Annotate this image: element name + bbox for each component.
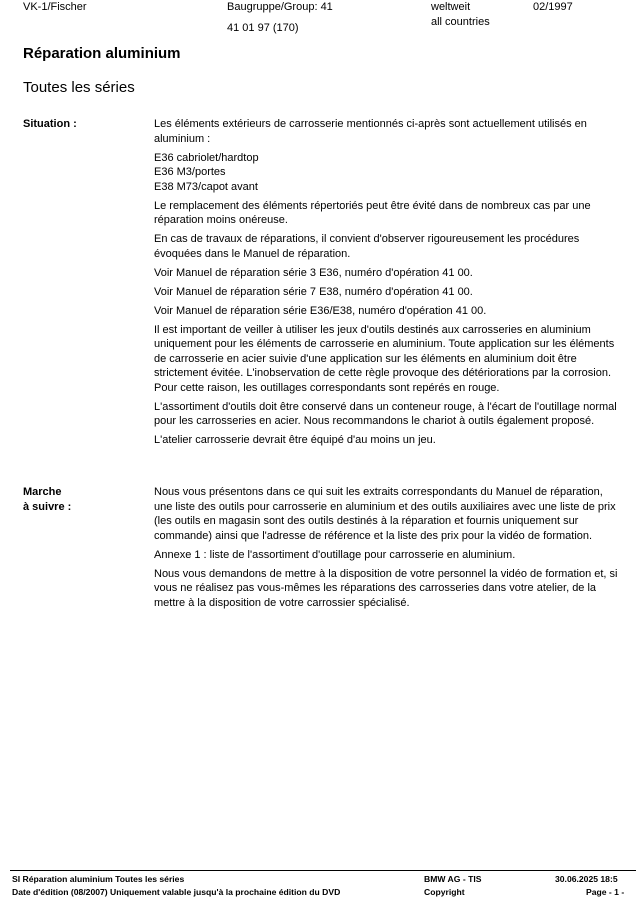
model-list [154,151,618,195]
header-group-code: 41 01 97 (170) [227,22,299,34]
procedure-body [154,485,618,615]
footer-page-number: Page - 1 - [586,887,625,897]
manual-reference-e36-e38: Voir Manuel de réparation série E36/E38, numéro d'opération 41 00. [154,304,487,317]
page-title: Réparation aluminium [23,45,181,62]
header-date: 02/1997 [533,1,573,13]
footer-publisher: BMW AG - TIS [424,874,482,884]
footer-doc-title: SI Réparation aluminium Toutes les séries [12,874,185,884]
header-scope-1: weltweit [431,1,471,13]
situation-paragraph-9: L'atelier carrosserie devrait être équipé d'au moins un jeu. [154,434,436,446]
situation-paragraph-2: Le remplacement des éléments répertoriés peut être évité dans de nombreux cas par une réparation moins onéreuse. [154,199,591,226]
footer-edition: Date d'édition (08/2007) Uniquement valable jusqu'à la prochaine édition du DVD [12,887,341,897]
procedure-label-line-2: à suivre : [23,500,72,513]
footer-timestamp: 30.06.2025 18:5 [555,874,618,884]
procedure-paragraph-1: Nous vous présentons dans ce qui suit les extraits correspondants du Manuel de réparation, une liste des outils pour carrosserie en aluminium et des outils auxiliaires avec une liste de prix (les outils en magasin sont des outils destinés à la réparation et fournis uniquement sur commande) ainsi que l'adresse de référence et la liste des prix pour la vidéo de formation. [154,486,616,542]
manual-reference-e36: Voir Manuel de réparation série 3 E36, numéro d'opération 41 00. [154,266,473,279]
page-subtitle: Toutes les séries [23,79,135,96]
situation-paragraph-7: Il est important de veiller à utiliser les jeux d'outils destinés aux carrosseries en aluminium uniquement pour les éléments de carrosserie en aluminium. Toute application sur les éléments de carrosserie en acier suivie d'une application sur les éléments en aluminium doit être strictement évitée. L'inobservation de cette règle provoque des détériorations par la corrosion. Pour cette raison, les outillages correspondants sont repérés en rouge. [154,323,615,394]
header-scope-2: all countries [431,16,490,28]
procedure-label [23,485,71,514]
header-group: Baugruppe/Group: 41 [227,1,333,13]
procedure-label-line-1: Marche [23,486,62,498]
situation-paragraph-8: L'assortiment d'outils doit être conservé dans un conteneur rouge, à l'écart de l'outillage normal pour les carrosseries en acier. Nous recommandons le chariot à outils également proposé. [154,400,617,427]
situation-label: Situation : [23,118,77,130]
procedure-paragraph-2: Annexe 1 : liste de l'assortiment d'outillage pour carrosserie en aluminium. [154,548,516,561]
situation-paragraph-3: En cas de travaux de réparations, il convient d'observer rigoureusement les procédures évoquées dans le Manuel de réparation. [154,233,580,260]
situation-body [154,117,618,452]
model-item: E38 M73/capot avant [154,180,258,193]
footer-divider [10,870,636,871]
manual-reference-e38: Voir Manuel de réparation série 7 E38, numéro d'opération 41 00. [154,285,473,298]
situation-paragraph-1: Les éléments extérieurs de carrosserie mentionnés ci-après sont actuellement utilisés en aluminium : [154,118,587,145]
procedure-paragraph-3: Nous vous demandons de mettre à la disposition de votre personnel la vidéo de formation et, si vous ne réalisez pas vous-mêmes les réparations des carrosseries dans votre atelier, de la mettre à la disposition de votre carrossier spécialisé. [154,567,618,609]
model-item: E36 M3/portes [154,166,226,178]
header-author: VK-1/Fischer [23,1,87,13]
footer-copyright: Copyright [424,887,465,897]
model-item: E36 cabriolet/hardtop [154,151,259,164]
